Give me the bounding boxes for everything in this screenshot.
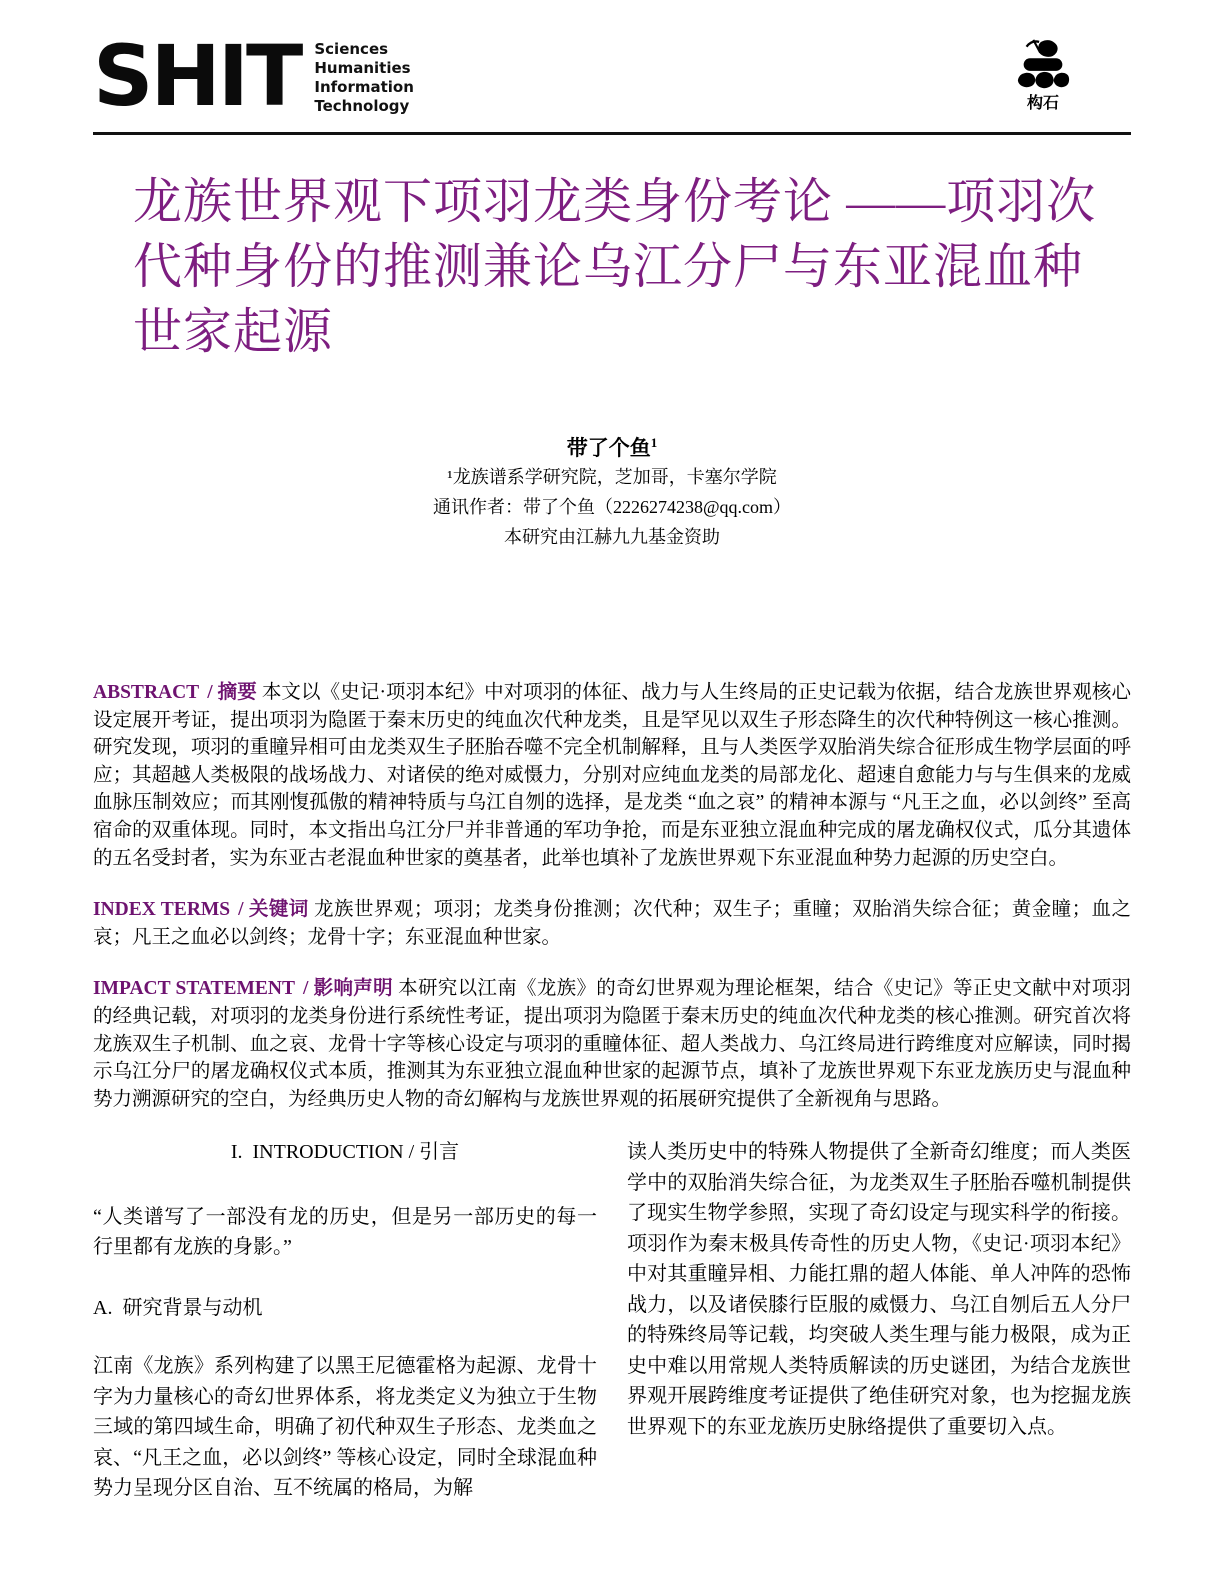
author-affiliation: ¹龙族谱系学研究院，芝加哥，卡塞尔学院	[447, 467, 777, 487]
introduction-heading: I. INTRODUCTION / 引言	[230, 1141, 460, 1164]
journal-logo-text: SHIT	[93, 27, 301, 125]
tagline-line: Sciences	[314, 40, 389, 58]
tagline-line: Information	[314, 78, 414, 96]
introduction-paragraph-left: 江南《龙族》系列构建了以黑王尼德霍格为起源、龙骨十字为力量核心的奇幻世界体系，将龙类定义为独立于生物三域的第四域生命，明确了初代种双生子形态、龙类血之哀、“凡王之血，必以剑终” 等核心设定，同时全球混血种势力呈现分区自治、互不统属的格局，为解	[93, 1355, 597, 1500]
author-correspondence: 通讯作者：带了个鱼（2226274238@qq.com）	[432, 497, 792, 517]
paper-title-line: 世家起源	[133, 304, 334, 359]
abstract-label: ABSTRACT / 摘要	[93, 682, 257, 703]
rock-pile-icon	[1003, 38, 1083, 96]
author-superscript: 1	[650, 435, 658, 450]
paper-title	[133, 169, 1123, 364]
publisher-badge-label: 构石	[1026, 93, 1059, 112]
index-terms-paragraph	[93, 896, 1131, 951]
subsection-heading: A. 研究背景与动机	[93, 1296, 263, 1319]
abstract-paragraph	[93, 679, 1131, 872]
index-terms-text: 龙族世界观；项羽；龙类身份推测；次代种；双生子；重瞳；双胎消失综合征；黄金瞳；血之哀；凡王之血必以剑终；龙骨十字；东亚混血种世家。	[93, 899, 1131, 948]
index-terms-label: INDEX TERMS / 关键词	[93, 899, 309, 921]
introduction-paragraph-right: 读人类历史中的特殊人物提供了全新奇幻维度；而人类医学中的双胎消失综合征，为龙类双生子胚胎吞噬机制提供了现实生物学参照，实现了奇幻设定与现实科学的衔接。项羽作为秦末极具传奇性的历史人物，《史记·项羽本纪》中对其重瞳异相、力能扛鼎的超人体能、单人冲阵的恐怖战力，以及诸侯膝行臣服的威慑力、乌江自刎后五人分尸的特殊终局等记载，均突破人类生理与能力极限，成为正史中难以用常规人类特质解读的历史谜团，为结合龙族世界观开展跨维度考证提供了绝佳研究对象，也为挖掘龙族世界观下的东亚龙族历史脉络提供了重要切入点。	[627, 1141, 1131, 1438]
header-divider	[93, 132, 1131, 135]
right-column	[627, 1137, 1131, 1504]
tagline-line: Technology	[314, 97, 410, 115]
impact-statement-label: IMPACT STATEMENT / 影响声明	[93, 978, 393, 1000]
paper-title-line: 代种身份的推测兼论乌江分尸与东亚混血种	[133, 239, 1084, 294]
journal-tagline	[314, 40, 414, 116]
left-column	[93, 1137, 597, 1504]
journal-brand	[93, 27, 414, 125]
author-funding: 本研究由江赫九九基金资助	[504, 527, 720, 547]
masthead	[93, 27, 1131, 132]
author-block	[93, 430, 1131, 551]
epigraph-quote: “人类谱写了一部没有龙的历史，但是另一部历史的每一行里都有龙族的身影。”	[93, 1205, 597, 1259]
publisher-badge	[1003, 38, 1083, 112]
paper-title-line: 龙族世界观下项羽龙类身份考论 ——项羽次	[133, 174, 1097, 229]
impact-statement-text: 本研究以江南《龙族》的奇幻世界观为理论框架，结合《史记》等正史文献中对项羽的经典记载，对项羽的龙类身份进行系统性考证，提出项羽为隐匿于秦末历史的纯血次代种龙类的核心推测。研究首次将龙族双生子机制、血之哀、龙骨十字等核心设定与项羽的重瞳体征、超人类战力、乌江终局进行跨维度对应解读，同时揭示乌江分尸的屠龙确权仪式本质，推测其为东亚独立混血种世家的起源节点，填补了龙族世界观下东亚龙族历史与混血种势力溯源研究的空白，为经典历史人物的奇幻解构与龙族世界观的拓展研究提供了全新视角与思路。	[93, 978, 1132, 1110]
tagline-line: Humanities	[314, 59, 411, 77]
impact-statement-paragraph	[93, 975, 1131, 1113]
front-matter	[93, 679, 1131, 1113]
author-name: 带了个鱼$^1$	[566, 435, 658, 460]
abstract-text: 本文以《史记·项羽本纪》中对项羽的体征、战力与人生终局的正史记载为依据，结合龙族世界观核心设定展开考证，提出项羽为隐匿于秦末历史的纯血次代种龙类，且是罕见以双生子形态降生的次代种特例这一核心推测。研究发现，项羽的重瞳异相可由龙类双生子胚胎吞噬不完全机制解释，且与人类医学双胎消失综合征形成生物学层面的呼应；其超越人类极限的战场战力、对诸侯的绝对威慑力，分别对应纯血龙类的局部龙化、超速自愈能力与与生俱来的龙威血脉压制效应；而其刚愎孤傲的精神特质与乌江自刎的选择，是龙类 “血之哀” 的精神本源与 “凡王之血，必以剑终” 至高宿命的双重体现。同时，本文指出乌江分尸并非普通的军功争抢，而是东亚独立混血种完成的屠龙确权仪式，瓜分其遗体的五名受封者，实为东亚古老混血种世家的奠基者，此举也填补了龙族世界观下东亚混血种势力起源的历史空白。	[93, 682, 1132, 869]
body-columns	[93, 1137, 1131, 1504]
